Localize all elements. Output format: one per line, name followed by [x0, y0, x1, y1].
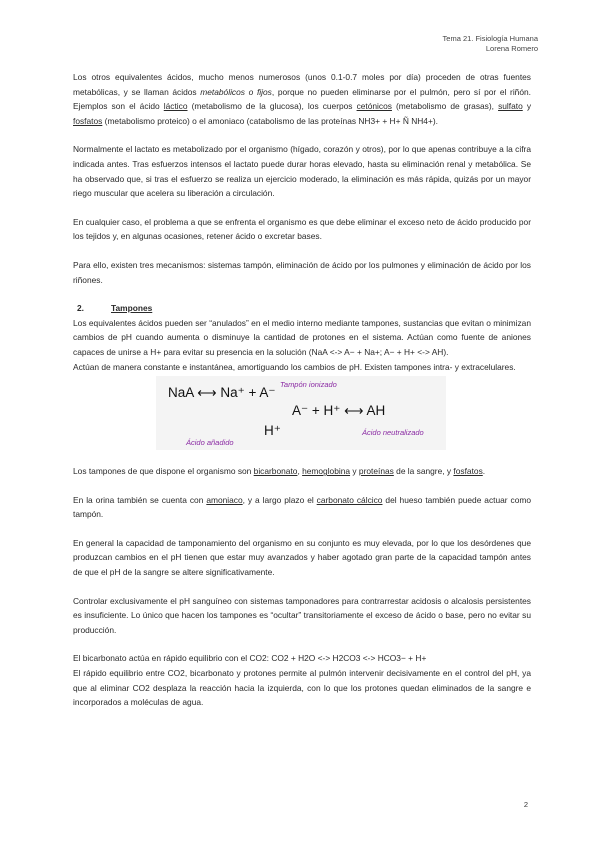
- paragraph-lactate: Normalmente el lactato es metabolizado por el organismo (hígado, corazón y otros), por lo que apenas contribuye a la cifra indicada antes. Tras esfuerzos intensos el lactato puede durar horas elevado, hasta su eliminación renal y metabólica. Se ha observado que, si tras el esfuerzo se realiza un ejercicio moderado, la eliminación es más rápida, quizás por un mayor riego muscular que acelera su liberación a circulación.: [73, 144, 531, 199]
- paragraph-problem: En cualquier caso, el problema a que se enfrenta el organismo es que debe eliminar el exceso neto de ácido producido por los tejidos y, en algunas ocasiones, retener ácido o excretar bases.: [73, 216, 531, 242]
- term-fosfatos: fosfatos: [73, 115, 103, 126]
- document-body: [73, 70, 531, 724]
- paragraph-buffer-list: Los tampones de que dispone el organismo son bicarbonato, hemoglobina y proteínas de la sangre, y fosfatos.: [73, 466, 486, 477]
- label-added-acid: Ácido añadido: [186, 438, 234, 448]
- paragraph-capacity: En general la capacidad de tamponamiento del organismo en su conjunto es muy elevada, por lo que los desórdenes que produzcan cambios en el pH tienen que estar muy avanzados y haber agotado gran parte de la capacidad tampón antes de que el pH de la sangre se altere significativamente.: [73, 537, 531, 578]
- section-number: 2.: [77, 303, 84, 314]
- paragraph-fixed-acids: Los otros equivalentes ácidos, mucho menos numerosos (unos 0.1-0.7 moles por día) proceden de otras fuentes metabólicas, y se llaman ácidos metabólicos o fijos, porque no pueden eliminarse por el pulmón, pero sí por el riñón. Ejemplos son el ácido láctico (metabolismo de la glucosa), los cuerpos cetónicos (metabolismo de grasas), sulfato y fosfatos (metabolismo proteico) o el amoniaco (catabolismo de las proteínas NH3+ + H+ Ñ NH4+).: [73, 72, 532, 126]
- equation-neutralization: A⁻ + H⁺ ⟷ AH: [292, 403, 386, 419]
- term-proteinas: proteínas: [358, 466, 394, 477]
- label-ionized-buffer: Tampón ionizado: [280, 380, 337, 390]
- section-heading: [73, 301, 531, 316]
- paragraph-urine: En la orina también se cuenta con amoniaco, y a largo plazo el carbonato cálcico del hueso también puede actuar como tampón.: [73, 494, 532, 520]
- header-course: Tema 21. Fisiología Humana: [442, 34, 538, 43]
- term-lactico: láctico: [163, 101, 188, 112]
- term-fosfatos-2: fosfatos: [453, 466, 483, 477]
- equation-dissociation: NaA ⟷ Na⁺ + A⁻: [168, 385, 276, 401]
- paragraph-buffers-intro: Los equivalentes ácidos pueden ser “anulados” en el medio interno mediante tampones, sustancias que evitan o minimizan cambios de pH cuando aumenta o disminuye la cantidad de protones en el sistema. Actúan como fuente de aniones capaces de unirse a H+ para evitar su presencia en la solución (NaA <-> A− + Na+; A− + H+ <-> AH).: [73, 317, 531, 357]
- paragraph-control: Controlar exclusivamente el pH sanguíneo con sistemas tamponadores para contrarrestar acidosis o alcalosis persistentes es insuficiente. Lo único que hacen los tampones es “ocultar” transitoriamente el exceso de ácido o base, pero no evitar su producción.: [73, 595, 531, 635]
- paragraph-mechanisms: Para ello, existen tres mecanismos: sistemas tampón, eliminación de ácido por los pulmones y eliminación de ácido por los riñones.: [73, 259, 531, 285]
- page-header: [443, 34, 538, 54]
- section-title: Tampones: [111, 303, 153, 314]
- paragraph-buffers-action: Actúan de manera constante e instantánea, amortiguando los cambios de pH. Existen tampones intra- y extracelulares.: [73, 361, 516, 372]
- term-bicarbonato: bicarbonato: [253, 466, 298, 477]
- added-proton: H⁺: [264, 423, 281, 439]
- term-sulfato: sulfato: [498, 101, 523, 112]
- paragraph-bicarbonate-lung: El rápido equilibrio entre CO2, bicarbonato y protones permite al pulmón intervenir decisivamente en el control del pH, ya que al eliminar CO2 desplaza la reacción hacia la izquierda, con lo que los protones quedan eliminados de la sangre e incorporados a moléculas de agua.: [73, 668, 531, 708]
- term-cetonicos: cetónicos: [356, 101, 392, 112]
- term-hemoglobina: hemoglobina: [302, 466, 351, 477]
- term-carbonato-calcico: carbonato cálcico: [316, 494, 383, 505]
- paragraph-bicarbonate-equation: El bicarbonato actúa en rápido equilibrio con el CO2: CO2 + H2O <-> H2CO3 <-> HCO3− + H+: [73, 653, 427, 664]
- label-neutralized-acid: Ácido neutralizado: [362, 428, 424, 438]
- buffer-reaction-figure: [156, 376, 446, 450]
- header-author: Lorena Romero: [485, 44, 538, 53]
- page-number: 2: [523, 800, 528, 809]
- term-amoniaco: amoniaco: [206, 494, 243, 505]
